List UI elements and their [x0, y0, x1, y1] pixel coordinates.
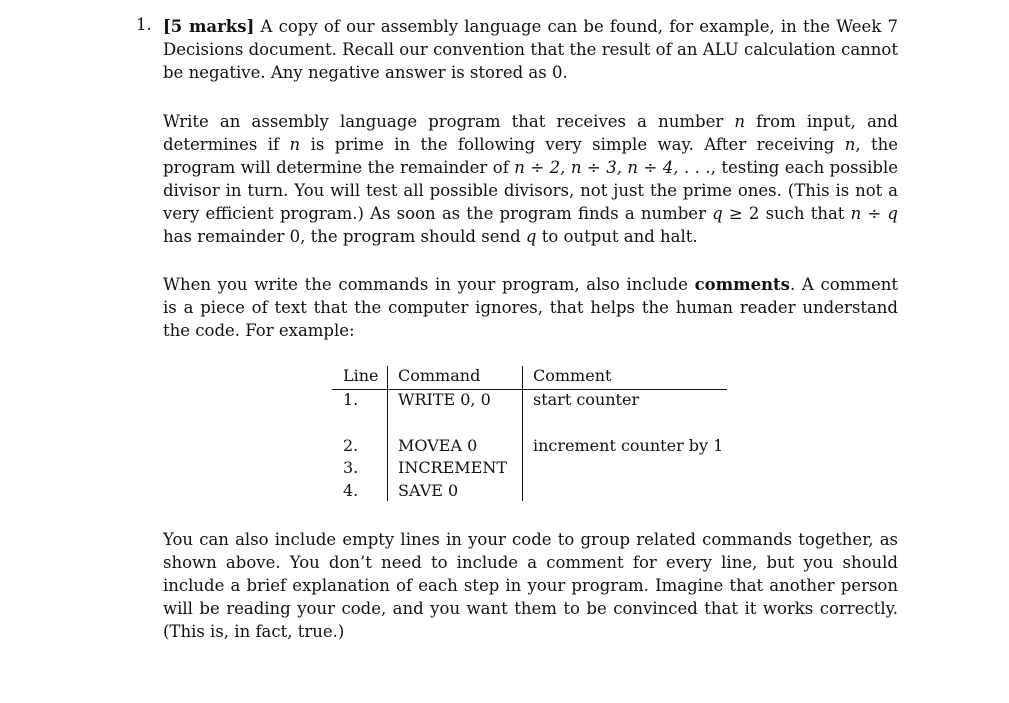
condition: ≥ 2: [722, 204, 760, 223]
comments-text: . A comment is a piece of text that the computer ignores, that helps the human reader understand the code. For example:: [163, 275, 899, 340]
comments-text: When you write the commands in your program, also include: [163, 275, 695, 294]
task-paragraph: [163, 110, 898, 248]
comments-paragraph: [163, 273, 898, 342]
row-command: WRITE 0, 0: [398, 390, 491, 409]
row-line: 3.: [343, 458, 359, 477]
n-div-q: n ÷ q: [850, 204, 898, 223]
question-number: 1.: [136, 15, 152, 34]
task-text: to output and halt.: [536, 227, 698, 246]
header-command: Command: [398, 366, 481, 385]
row-command: INCREMENT: [398, 458, 508, 477]
row-comment: start counter: [533, 390, 640, 409]
var-n: n: [289, 135, 301, 154]
var-q: q: [525, 227, 537, 246]
header-line: Line: [343, 366, 379, 385]
task-text: Write an assembly language program that receives a number: [163, 112, 735, 131]
row-line: 2.: [343, 436, 359, 455]
var-n: n: [844, 135, 856, 154]
row-line: 4.: [343, 481, 359, 500]
var-q: q: [712, 204, 723, 223]
table-divider: [522, 366, 523, 501]
table-header-rule: [332, 389, 727, 390]
task-text: has remainder 0, the program should send: [163, 227, 526, 246]
intro-paragraph: [163, 15, 898, 84]
division-list: n ÷ 2, n ÷ 3, n ÷ 4, . . .: [514, 158, 711, 177]
marks-label: [5 marks]: [163, 17, 255, 36]
intro-line-1: A copy of our assembly language can be found, for example, in the Week 7: [254, 17, 898, 36]
row-command: MOVEA 0: [398, 436, 478, 455]
task-text: such that: [759, 204, 851, 223]
example-table: [332, 366, 727, 502]
var-n: n: [734, 112, 746, 131]
intro-line-2: Decisions document. Recall our convention that the result of an ALU calculation cannot be: [163, 40, 898, 82]
task-text: , the program will determine the remainder of: [163, 135, 899, 177]
closing-paragraph: You can also include empty lines in your code to group related commands together, as shown above. You don’t need to include a comment for every line, but you should include a brief explanation of each step in your program. Imagine that another person will be reading your code, and you want them to be convinced that it works correctly. (This is, in fact, true.): [163, 530, 898, 641]
table-divider: [387, 366, 388, 501]
task-text: , testing each possible divisor in turn. You will test all possible divisors, not just the prime ones. (This is not a very efficient program.) As soon as the program finds a number: [163, 158, 898, 223]
header-comment: Comment: [533, 366, 612, 385]
row-line: 1.: [343, 390, 359, 409]
task-text: is prime in the following very simple way. After receiving: [300, 135, 845, 154]
task-text: from input, and determines if: [163, 112, 898, 154]
intro-line-3: negative. Any negative answer is stored as 0.: [188, 63, 568, 82]
row-comment: increment counter by 1: [533, 436, 724, 455]
comments-bold: comments: [694, 275, 790, 294]
row-command: SAVE 0: [398, 481, 459, 500]
